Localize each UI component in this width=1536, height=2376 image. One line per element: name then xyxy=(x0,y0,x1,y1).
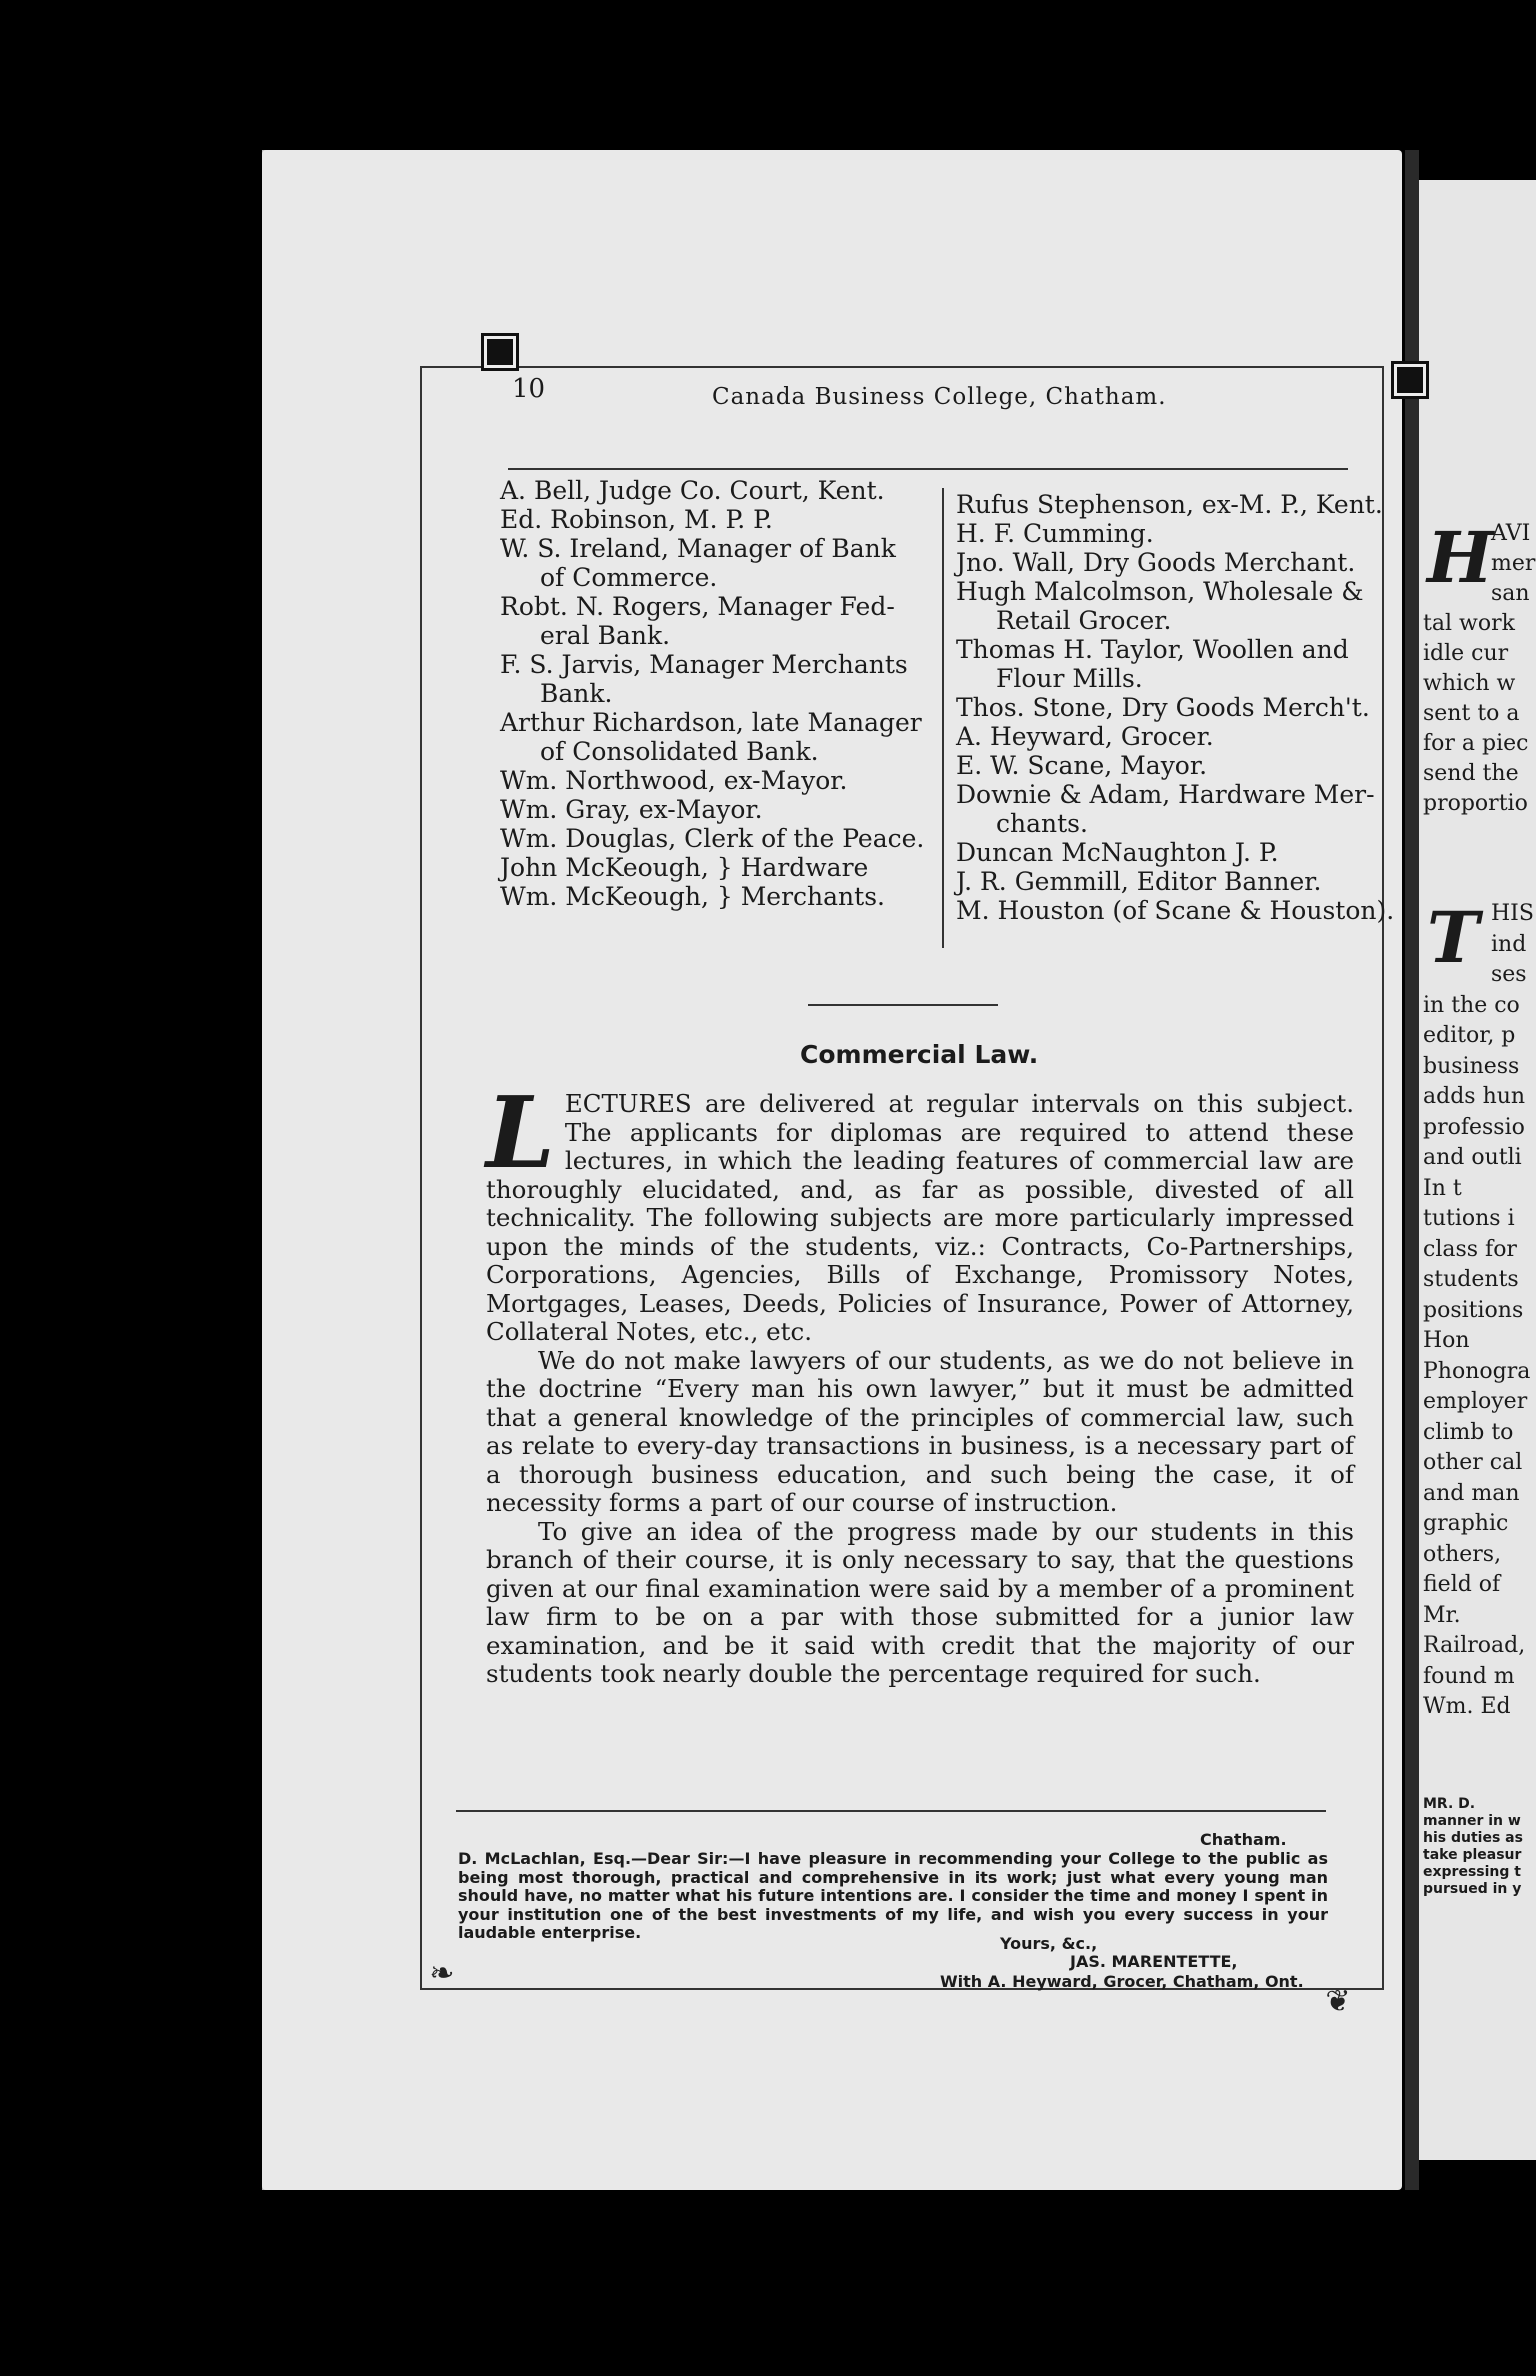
facing-line: found m xyxy=(1423,1663,1515,1689)
facing-line: In t xyxy=(1423,1175,1462,1201)
facing-line: graphic xyxy=(1423,1511,1509,1536)
testimonial-letter xyxy=(458,1850,1328,1943)
facing-line: take pleasur xyxy=(1423,1847,1522,1863)
left-ref-line: John McKeough, } Hardware xyxy=(500,853,869,882)
left-ref-line: eral Bank. xyxy=(540,621,671,650)
testimonial-text: D. McLachlan, Esq.—Dear Sir:—I have pleasure in recommending your College to the public as being most thorough, practical and comprehensive in its work; just what every young man should have, no matter what his future intentions are. I consider the time and money I spent in your institution one of the best investments of my life, and wish you every success in your laudable enterprise. xyxy=(458,1849,1328,1942)
facing-line: ses xyxy=(1491,962,1527,987)
facing-line: employer xyxy=(1423,1389,1528,1414)
facing-line: others, xyxy=(1423,1541,1502,1567)
right-ref-line: Thomas H. Taylor, Woollen and xyxy=(956,635,1349,664)
left-ref-line: A. Bell, Judge Co. Court, Kent. xyxy=(500,476,885,505)
left-ref-line: Bank. xyxy=(540,679,613,708)
facing-line: san xyxy=(1491,581,1530,606)
dropcap-l: L xyxy=(486,1076,555,1191)
testimonial-rule xyxy=(456,1810,1326,1812)
left-ref-line: Arthur Richardson, late Manager xyxy=(500,708,922,737)
facing-line: students xyxy=(1423,1267,1519,1292)
right-ref-line: Flour Mills. xyxy=(996,664,1143,693)
facing-line: HIS xyxy=(1491,901,1534,926)
right-ref-line: Downie & Adam, Hardware Mer- xyxy=(956,780,1375,809)
facing-line: sent to a xyxy=(1423,701,1520,726)
left-ref-line: W. S. Ireland, Manager of Bank xyxy=(500,534,896,563)
facing-line: class for xyxy=(1423,1236,1517,1262)
header-rule xyxy=(508,468,1348,470)
facing-line: ind xyxy=(1491,931,1527,957)
left-ref-line: Wm. Douglas, Clerk of the Peace. xyxy=(500,824,925,853)
left-ref-line: of Commerce. xyxy=(540,563,718,592)
facing-line: for a piec xyxy=(1423,731,1529,756)
facing-line: professio xyxy=(1423,1114,1525,1140)
corner-mark-left xyxy=(484,336,516,368)
facing-line: editor, p xyxy=(1423,1023,1516,1048)
left-ref-line: F. S. Jarvis, Manager Merchants xyxy=(500,650,908,679)
facing-line: which w xyxy=(1423,671,1516,696)
facing-line: Phonogra xyxy=(1423,1358,1531,1384)
facing-line: send the xyxy=(1423,761,1519,786)
left-ref-line: Wm. McKeough, } Merchants. xyxy=(500,882,885,911)
facing-line: Hon xyxy=(1423,1328,1470,1353)
facing-line: and man xyxy=(1423,1480,1520,1506)
references-right-column xyxy=(956,490,1395,925)
facing-dropcap-t: T xyxy=(1427,896,1480,979)
facing-line: positions xyxy=(1423,1297,1524,1323)
facing-line: and outli xyxy=(1423,1145,1522,1170)
right-ref-line: chants. xyxy=(996,809,1088,838)
paragraph-3: To give an idea of the progress made by our students in this branch of their course, it is only necessary to say, that the questions given at our final examination were said by a member of a prominent law firm to be on a par with those submitted for a junior law examination, and be it said with credit that the majority of our students took nearly double the percentage required for such. xyxy=(486,1516,1354,1688)
paragraph-1: ECTURES are delivered at regular intervals on this subject. The applicants for diplomas are required to attend these lectures, in which the leading features of commercial law are thoroughly elucidated, and, as far as possible, divested of all technicality. The following subjects are more particularly impressed upon the minds of the students, viz.: Contracts, Co-Partnerships, Corporations, Agencies, Bills of Exchange, Promissory Notes, Mortgages, Leases, Deeds, Policies of Insurance, Power of Attorney, Collateral Notes, etc., etc. xyxy=(486,1089,1354,1346)
right-ref-line: Jno. Wall, Dry Goods Merchant. xyxy=(956,548,1356,577)
facing-line: mer xyxy=(1491,551,1536,576)
right-ref-line: A. Heyward, Grocer. xyxy=(956,722,1214,751)
facing-line: in the co xyxy=(1423,992,1520,1018)
corner-ornament-bottom-right: ❦ xyxy=(1325,1984,1351,2019)
paragraph-2: We do not make lawyers of our students, as we do not believe in the doctrine “Every man his own lawyer,” but it must be admitted that a general knowledge of the principles of commercial law, such as relate to every-day transactions in business, is a necessary part of a thorough business education, and such being the case, it of necessity forms a part of our course of instruction. xyxy=(486,1345,1354,1517)
references-left-column xyxy=(500,476,940,911)
right-ref-line: Hugh Malcolmson, Wholesale & xyxy=(956,577,1364,606)
left-ref-line: Wm. Northwood, ex-Mayor. xyxy=(500,766,848,795)
right-ref-line: Thos. Stone, Dry Goods Merch't. xyxy=(956,693,1370,722)
facing-line: MR. D. xyxy=(1423,1796,1476,1812)
right-ref-line: M. Houston (of Scane & Houston). xyxy=(956,896,1395,925)
left-ref-line: of Consolidated Bank. xyxy=(540,737,819,766)
left-ref-line: Robt. N. Rogers, Manager Fed- xyxy=(500,592,895,621)
testimonial-closing: Yours, &c., xyxy=(1000,1934,1098,1953)
facing-line: climb to xyxy=(1423,1419,1514,1445)
facing-line: Wm. Ed xyxy=(1423,1694,1511,1719)
right-ref-line: Rufus Stephenson, ex-M. P., Kent. xyxy=(956,490,1383,519)
book-gutter xyxy=(1405,150,1419,2190)
facing-line: Mr. xyxy=(1423,1602,1461,1628)
facing-line: Railroad, xyxy=(1423,1633,1526,1658)
page-number: 10 xyxy=(512,374,546,404)
testimonial-place: Chatham. xyxy=(1200,1830,1287,1849)
corner-ornament-bottom-left: ❧ xyxy=(429,1956,455,1991)
right-ref-line: Retail Grocer. xyxy=(996,606,1172,635)
facing-line: idle cur xyxy=(1423,641,1509,666)
section-divider xyxy=(808,1004,998,1006)
section-title: Commercial Law. xyxy=(800,1040,1039,1069)
column-divider xyxy=(942,488,944,948)
facing-line: business xyxy=(1423,1053,1520,1079)
left-ref-line: Ed. Robinson, M. P. P. xyxy=(500,505,773,534)
facing-line: pursued in y xyxy=(1423,1881,1522,1897)
facing-line: other cal xyxy=(1423,1450,1523,1475)
facing-line: AVI xyxy=(1491,521,1531,546)
facing-page xyxy=(1419,180,1536,2160)
testimonial-signature: JAS. MARENTETTE, xyxy=(1070,1952,1238,1971)
right-ref-line: J. R. Gemmill, Editor Banner. xyxy=(956,867,1322,896)
right-ref-line: E. W. Scane, Mayor. xyxy=(956,751,1208,780)
facing-line: tutions i xyxy=(1423,1206,1515,1231)
testimonial-affiliation: With A. Heyward, Grocer, Chatham, Ont. xyxy=(940,1972,1304,1991)
facing-line: adds hun xyxy=(1423,1084,1526,1109)
facing-line: manner in w xyxy=(1423,1813,1521,1829)
corner-mark-right xyxy=(1394,364,1426,396)
facing-line: tal work xyxy=(1423,611,1515,636)
facing-line: proportio xyxy=(1423,791,1528,816)
running-title: Canada Business College, Chatham. xyxy=(712,384,1167,410)
facing-line: his duties as xyxy=(1423,1830,1523,1846)
facing-dropcap-h: H xyxy=(1427,516,1494,599)
left-ref-line: Wm. Gray, ex-Mayor. xyxy=(500,795,763,824)
facing-line: field of xyxy=(1423,1572,1501,1597)
facing-line: expressing t xyxy=(1423,1864,1521,1880)
right-ref-line: Duncan McNaughton J. P. xyxy=(956,838,1279,867)
right-ref-line: H. F. Cumming. xyxy=(956,519,1154,548)
commercial-law-text xyxy=(486,1076,1354,1689)
